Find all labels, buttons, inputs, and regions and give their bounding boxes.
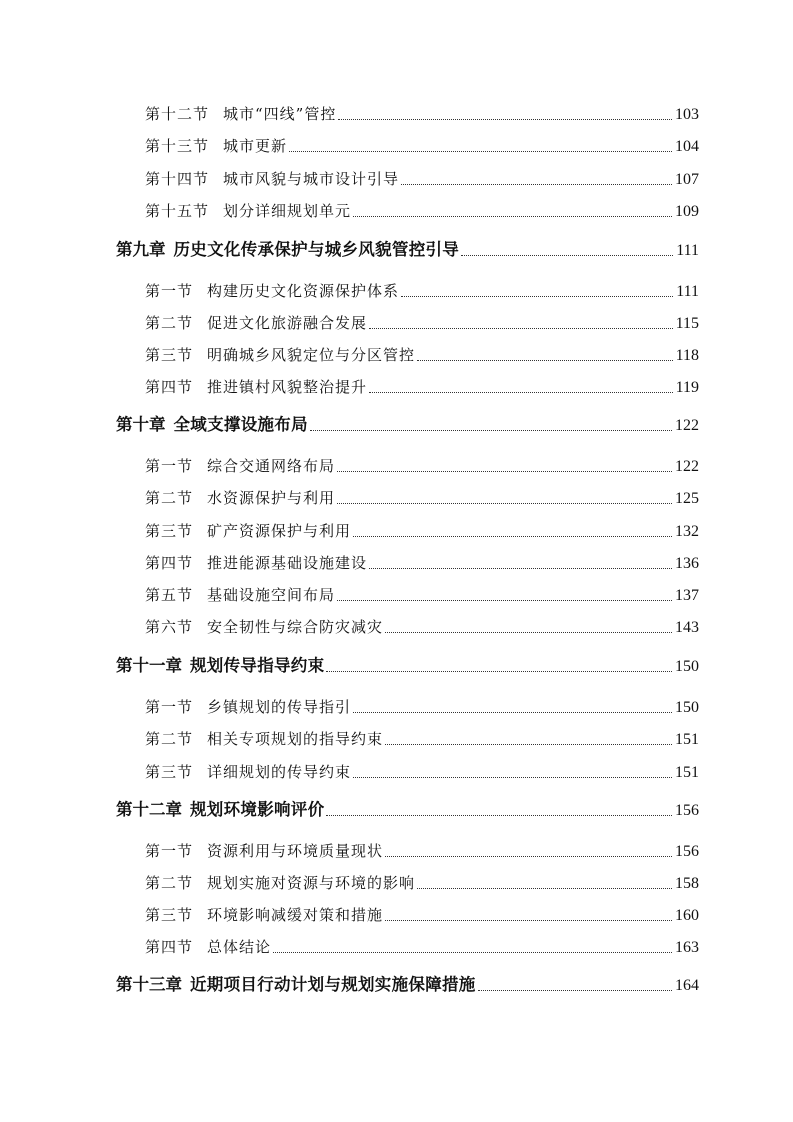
dot-leader [310, 430, 672, 431]
entry-number: 第一节 [145, 457, 194, 475]
entry-number: 第五节 [145, 586, 194, 604]
page-number: 107 [675, 171, 699, 188]
entry-number: 第十五节 [145, 202, 210, 220]
chapter-number: 第九章 [116, 240, 166, 259]
toc-entry[interactable] [145, 836, 699, 866]
page-number: 137 [675, 587, 699, 604]
page-number: 143 [675, 619, 699, 636]
dot-leader [353, 712, 672, 713]
entry-title: 规划实施对资源与环境的影响 [207, 874, 416, 892]
page-number: 151 [675, 764, 699, 781]
entry-number: 第三节 [145, 346, 194, 364]
page-number: 163 [675, 939, 699, 956]
dot-leader [289, 151, 672, 152]
page-number: 115 [675, 315, 699, 332]
page-number: 160 [675, 907, 699, 924]
page-number: 122 [675, 458, 699, 475]
entry-number: 第十二节 [145, 105, 210, 123]
page-number: 119 [675, 379, 699, 396]
entry-number: 第十三节 [145, 137, 210, 155]
toc-entry[interactable] [145, 692, 699, 722]
toc-chapter-entry[interactable] [116, 235, 699, 265]
page-number: 158 [675, 875, 699, 892]
entry-number: 第四节 [145, 938, 194, 956]
entry-title: 明确城乡风貌定位与分区管控 [207, 346, 416, 364]
page-number: 111 [676, 283, 699, 300]
entry-number: 第一节 [145, 282, 194, 300]
toc-chapter-entry[interactable] [116, 970, 699, 1000]
dot-leader [461, 255, 673, 256]
dot-leader [326, 815, 672, 816]
entry-title: 安全韧性与综合防灾减灾 [207, 618, 384, 636]
dot-leader [337, 471, 672, 472]
entry-number: 第六节 [145, 618, 194, 636]
entry-title: 促进文化旅游融合发展 [207, 314, 368, 332]
entry-title: 推进能源基础设施建设 [207, 554, 368, 572]
chapter-number: 第十二章 [116, 800, 182, 819]
entry-number: 第二节 [145, 489, 194, 507]
chapter-title: 全域支撑设施布局 [173, 415, 308, 434]
entry-number: 第二节 [145, 874, 194, 892]
entry-number: 第三节 [145, 906, 194, 924]
chapter-title: 规划传导指导约束 [190, 656, 325, 675]
page-number: 164 [675, 977, 699, 994]
dot-leader [369, 328, 673, 329]
toc-entry[interactable] [145, 724, 699, 754]
toc-entry[interactable] [145, 868, 699, 898]
page-number: 150 [675, 699, 699, 716]
entry-title: 划分详细规划单元 [223, 202, 352, 220]
toc-entry[interactable] [145, 483, 699, 513]
page-number: 132 [675, 523, 699, 540]
entry-title: 城市更新 [223, 137, 288, 155]
toc-entry[interactable] [145, 196, 699, 226]
page-number: 156 [675, 843, 699, 860]
page-number: 118 [675, 347, 699, 364]
toc-entry[interactable] [145, 451, 699, 481]
chapter-number: 第十章 [116, 415, 166, 434]
dot-leader [338, 119, 672, 120]
chapter-title: 历史文化传承保护与城乡风貌管控引导 [173, 240, 460, 259]
entry-title: 城市“四线”管控 [223, 105, 337, 123]
dot-leader [369, 568, 672, 569]
toc-entry[interactable] [145, 99, 699, 129]
page-number: 125 [675, 490, 699, 507]
dot-leader [353, 216, 672, 217]
page-number: 104 [675, 138, 699, 155]
entry-number: 第三节 [145, 763, 194, 781]
entry-title: 城市风貌与城市设计引导 [223, 170, 400, 188]
dot-leader [326, 671, 672, 672]
dot-leader [385, 744, 672, 745]
toc-entry[interactable] [145, 548, 699, 578]
entry-number: 第一节 [145, 698, 194, 716]
dot-leader [417, 888, 672, 889]
entry-title: 构建历史文化资源保护体系 [207, 282, 400, 300]
chapter-number: 第十一章 [116, 656, 182, 675]
toc-entry[interactable] [145, 757, 699, 787]
entry-title: 详细规划的传导约束 [207, 763, 352, 781]
dot-leader [353, 536, 672, 537]
chapter-title: 近期项目行动计划与规划实施保障措施 [190, 975, 476, 994]
toc-entry[interactable] [145, 340, 699, 370]
page-number: 136 [675, 555, 699, 572]
entry-title: 综合交通网络布局 [207, 457, 336, 475]
page-number: 109 [675, 203, 699, 220]
toc-entry[interactable] [145, 580, 699, 610]
chapter-number: 第十三章 [116, 975, 182, 994]
dot-leader [353, 777, 672, 778]
entry-title: 推进镇村风貌整治提升 [207, 378, 368, 396]
toc-entry[interactable] [145, 612, 699, 642]
entry-number: 第四节 [145, 554, 194, 572]
toc-chapter-entry[interactable] [116, 651, 699, 681]
toc-entry[interactable] [145, 372, 699, 402]
page-number: 122 [675, 417, 699, 434]
entry-number: 第二节 [145, 314, 194, 332]
dot-leader [401, 296, 673, 297]
page-number: 103 [675, 106, 699, 123]
dot-leader [385, 856, 672, 857]
dot-leader [385, 920, 672, 921]
dot-leader [478, 990, 672, 991]
toc-entry[interactable] [145, 164, 699, 194]
toc-entry[interactable] [145, 131, 699, 161]
page-number: 156 [675, 802, 699, 819]
toc-entry[interactable] [145, 308, 699, 338]
toc-entry[interactable] [145, 276, 699, 306]
entry-number: 第二节 [145, 730, 194, 748]
toc-chapter-entry[interactable] [116, 795, 699, 825]
toc-entry[interactable] [145, 900, 699, 930]
page-number: 150 [675, 658, 699, 675]
entry-title: 资源利用与环境质量现状 [207, 842, 384, 860]
entry-title: 基础设施空间布局 [207, 586, 336, 604]
entry-title: 水资源保护与利用 [207, 489, 336, 507]
entry-number: 第一节 [145, 842, 194, 860]
entry-title: 总体结论 [207, 938, 272, 956]
dot-leader [369, 392, 673, 393]
dot-leader [385, 632, 672, 633]
dot-leader [401, 184, 672, 185]
entry-title: 环境影响减缓对策和措施 [207, 906, 384, 924]
entry-title: 乡镇规划的传导指引 [207, 698, 352, 716]
dot-leader [337, 600, 672, 601]
entry-title: 矿产资源保护与利用 [207, 522, 352, 540]
dot-leader [417, 360, 673, 361]
toc-entry[interactable] [145, 516, 699, 546]
chapter-title: 规划环境影响评价 [190, 800, 325, 819]
entry-number: 第十四节 [145, 170, 210, 188]
page-number: 111 [676, 242, 699, 259]
dot-leader [273, 952, 672, 953]
entry-title: 相关专项规划的指导约束 [207, 730, 384, 748]
dot-leader [337, 503, 672, 504]
toc-chapter-entry[interactable] [116, 410, 699, 440]
entry-number: 第四节 [145, 378, 194, 396]
page-number: 151 [675, 731, 699, 748]
entry-number: 第三节 [145, 522, 194, 540]
toc-entry[interactable] [145, 932, 699, 962]
